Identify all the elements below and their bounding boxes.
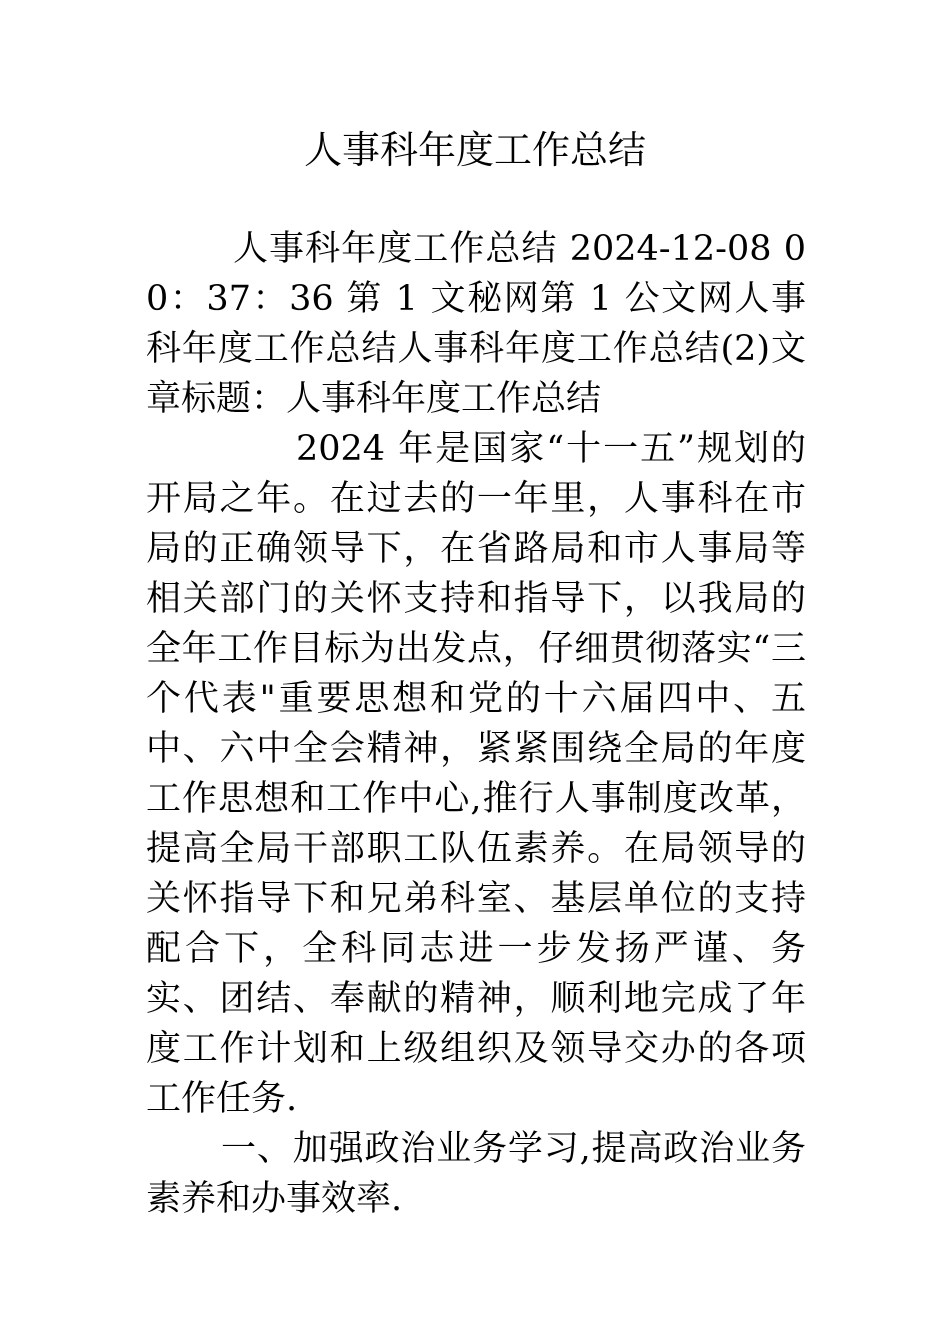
document-body bbox=[146, 224, 806, 1224]
paragraph-section-heading: 一、加强政治业务学习,提高政治业务素养和办事效率. bbox=[146, 1129, 806, 1219]
document-title: 人事科年度工作总结 bbox=[303, 128, 646, 172]
paragraph-header-info: 人事科年度工作总结 2024-12-08 00：37：36 第 1 文秘网第 1 公文网人事科年度工作总结人事科年度工作总结(2)文章标题：人事科年度工作总结 bbox=[146, 229, 806, 419]
paragraph-introduction: 2024 年是国家“十一五”规划的开局之年。在过去的一年里，人事科在市局的正确领导下，在省路局和市人事局等相关部门的关怀支持和指导下，以我局的全年工作目标为出发点，仔细贯彻落实“三个代表"重要思想和党的十六届四中、五中、六中全会精神，紧紧围绕全局的年度工作思想和工作中心,推行人事制度改革，提高全局干部职工队伍素养。在局领导的关怀指导下和兄弟科室、基层单位的支持配合下，全科同志进一步发扬严谨、务实、团结、奉献的精神，顺利地完成了年度工作计划和上级组织及领导交办的各项工作任务. bbox=[146, 429, 806, 1119]
